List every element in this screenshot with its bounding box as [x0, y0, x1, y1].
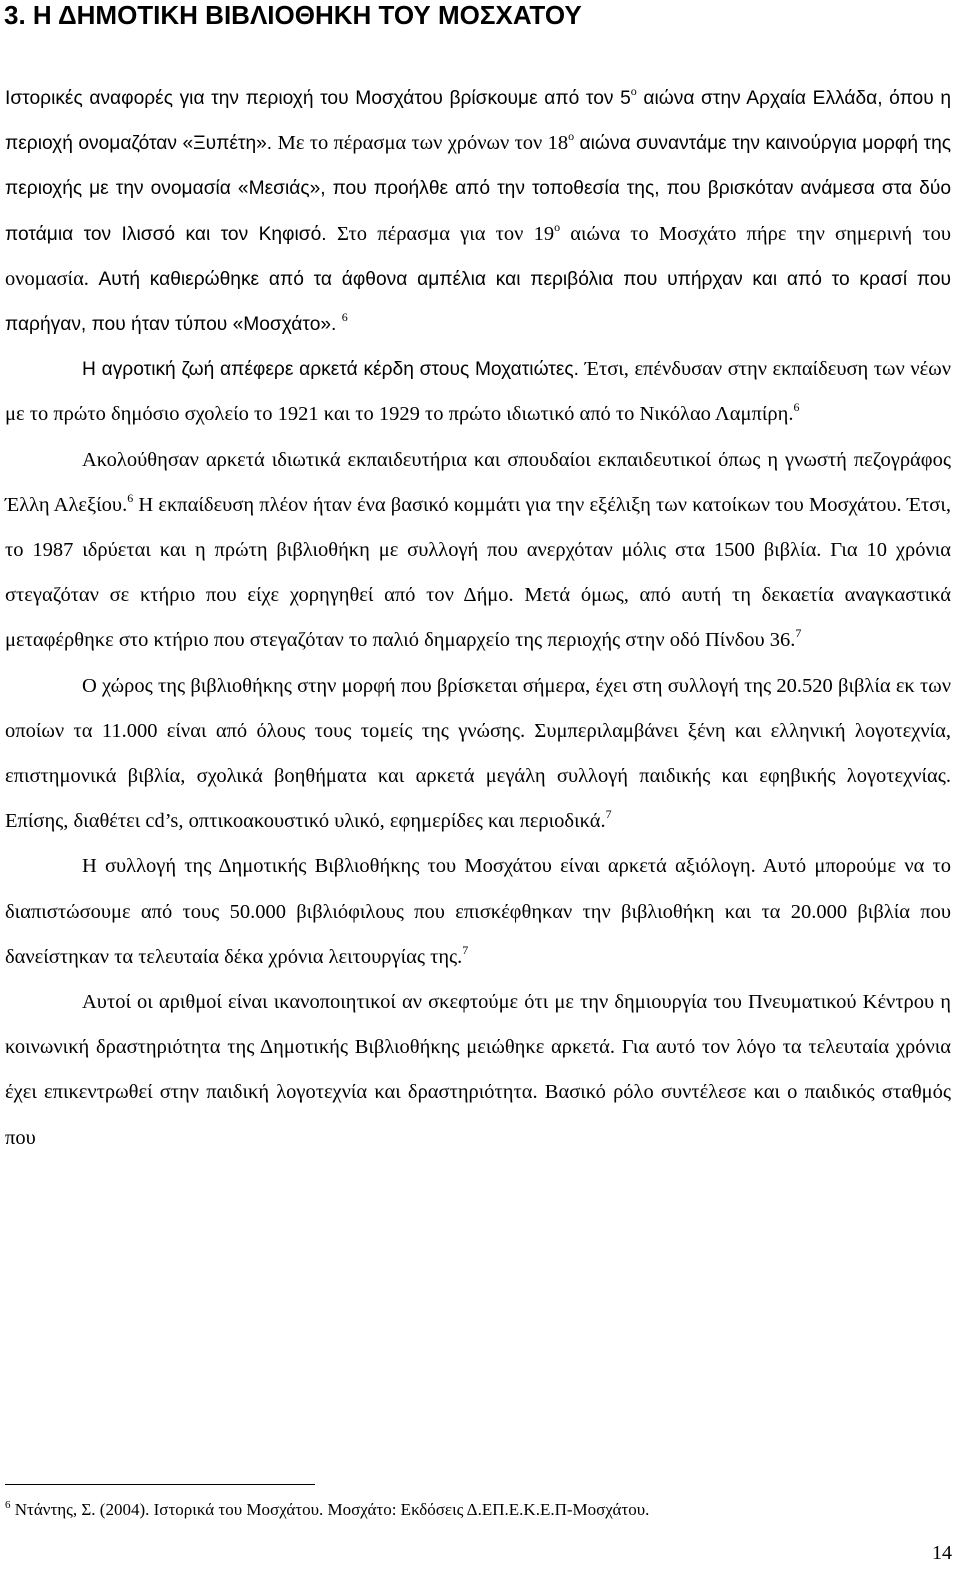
- paragraph-1: [5, 76, 951, 347]
- superscript: ο: [630, 84, 637, 98]
- footnote-ref: 7: [795, 626, 802, 641]
- footnote-mark: 6: [5, 1499, 11, 1511]
- superscript: ο: [554, 219, 561, 234]
- footnote: [5, 1498, 649, 1522]
- paragraph-5: [5, 844, 951, 980]
- text-run: Η αγροτική ζωή απέφερε αρκετά κέρδη στους Μοχατιώτες.: [82, 359, 585, 381]
- text-run: Αυτοί οι αριθμοί είναι ικανοποιητικοί αν σκεφτούμε ότι με την δημιουργία του Πνευματικού Κέντρου η κοινωνική δραστηριότητα της Δημοτικής Βιβλιοθήκης μειώθηκε αρκετά. Για αυτό τον λόγο τα τελευταία χρόνια έχει επικεντρωθεί στην παιδική λογοτεχνία και δραστηριότητα. Βασικό ρόλο συντέλεσε και ο παιδικός σταθμός που: [5, 991, 951, 1149]
- footnote-ref: 6: [341, 310, 348, 325]
- text-run: Έτσι, επένδυσαν στην εκπαίδευση των νέων με το πρώτο δημόσιο σχολείο το 1921 και το 1929 το πρώτο ιδιωτικό από το Νικόλαο Λαμπίρη.: [5, 358, 951, 426]
- text-run: αιώνα στην Αρχαία Ελλάδα, όπου η περιοχή ονομαζόταν «Ξυπέτη».: [5, 88, 951, 155]
- superscript: ο: [568, 129, 575, 144]
- section-heading: 3. Η ΔΗΜΟΤΙΚΗ ΒΙΒΛΙΟΘΗΚΗ ΤΟΥ ΜΟΣΧΑΤΟΥ: [4, 0, 582, 30]
- footnote-ref: 7: [605, 807, 612, 822]
- text-run: αιώνα το Μοσχάτο πήρε την σημερινή του ονομασία.: [5, 222, 951, 290]
- text-run: Αυτή καθιερώθηκε από τα άφθονα αμπέλια και περιβόλια που υπήρχαν και από το κρασί που παρήγαν, που ήταν τύπου «Μοσχάτο».: [5, 268, 951, 336]
- text-run: Ακολούθησαν αρκετά ιδιωτικά εκπαιδευτήρια και σπουδαίοι εκπαιδευτικοί όπως η γνωστή πεζογράφος Έλλη Αλεξίου.: [5, 448, 951, 516]
- text-run: αιώνα συναντάμε την καινούργια μορφή της περιοχής με την ονομασία «Μεσιάς», που προήλθε από την τοποθεσία της, που βρισκόταν ανάμεσα στα δύο ποτάμια τον Ιλισσό και τον Κηφισό.: [5, 133, 951, 245]
- text-run: Ιστορικές αναφορές για την περιοχή του Μοσχάτου βρίσκουμε από τον 5: [5, 88, 631, 109]
- text-run: Στο πέρασμα για τον 19: [337, 222, 555, 245]
- page-number: 14: [932, 1542, 952, 1564]
- paragraph-2: [5, 347, 951, 437]
- paragraph-4: [5, 664, 951, 845]
- text-run: Με το πέρασμα των χρόνων τον 18: [277, 132, 569, 155]
- footnote-ref: 7: [462, 942, 469, 957]
- paragraph-3: [5, 438, 951, 664]
- text-run: Ο χώρος της βιβλιοθήκης στην μορφή που βρίσκεται σήμερα, έχει στη συλλογή της 20.520 βιβλία εκ των οποίων τα 11.000 είναι από όλους τους τομείς της γνώσης. Συμπεριλαμβάνει ξένη και ελληνική λογοτεχνία, επιστημονικά βιβλία, σχολικά βοηθήματα και αρκετά μεγάλη συλλογή παιδικής και εφηβικής λογοτεχνίας. Επίσης, διαθέτει cd’s, οπτικοακουστικό υλικό, εφημερίδες και περιοδικά.: [5, 674, 951, 833]
- body-text: [5, 76, 951, 1161]
- footnote-text: Ντάντης, Σ. (2004). Ιστορικά του Μοσχάτου. Μοσχάτο: Εκδόσεις Δ.ΕΠ.Ε.Κ.Ε.Π-Μοσχάτου.: [10, 1500, 650, 1519]
- paragraph-6: [5, 980, 951, 1161]
- footnote-ref: 6: [793, 400, 800, 415]
- footnote-ref: 6: [127, 490, 134, 505]
- text-run: Η συλλογή της Δημοτικής Βιβλιοθήκης του Μοσχάτου είναι αρκετά αξιόλογη. Αυτό μπορούμε να το διαπιστώσουμε από τους 50.000 βιβλιόφιλους που επισκέφθηκαν την βιβλιοθήκη και τα 20.000 βιβλία που δανείστηκαν τα τελευταία δέκα χρόνια λειτουργίας της.: [5, 855, 951, 968]
- text-run: Η εκπαίδευση πλέον ήταν ένα βασικό κομμάτι για την εξέλιξη των κατοίκων του Μοσχάτου. Έτσι, το 1987 ιδρύεται και η πρώτη βιβλιοθήκη με συλλογή που ανερχόταν μόλις στα 1500 βιβλία. Για 10 χρόνια στεγαζόταν σε κτήριο που είχε χορηγηθεί από τον Δήμο. Μετά όμως, από αυτή τη δεκαετία αναγκαστικά μεταφέρθηκε στο κτήριο που στεγαζόταν το παλιό δημαρχείο της περιοχής στην οδό Πίνδου 36.: [5, 493, 951, 652]
- footnote-separator: [5, 1484, 315, 1485]
